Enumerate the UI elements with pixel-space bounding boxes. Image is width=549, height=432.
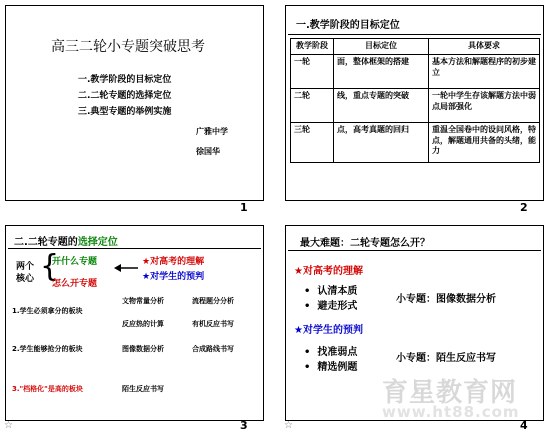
table-header-row	[291, 39, 540, 55]
slide-4-heading-rule	[288, 250, 541, 251]
table-cell: 三轮	[291, 122, 334, 162]
slide-4-bullet-text: 认清本质	[317, 286, 358, 297]
slide-3-bullet-1: 1.学生必须拿分的板块	[12, 307, 83, 315]
table-cell: 面，整体框架的搭建	[334, 54, 429, 88]
slide-4-bullet-text: 避走形式	[317, 301, 358, 312]
slide-1-school: 广雅中学	[196, 127, 228, 136]
table-cell: 一轮	[291, 54, 334, 88]
slide-3-number: 3	[240, 419, 248, 432]
table-header-cell: 教学阶段	[291, 39, 334, 55]
slide-3-topic: 文物常量分析	[122, 297, 164, 305]
slide-3-heading	[14, 233, 118, 248]
slide-4-bullet-1: • 认清本质	[304, 286, 358, 297]
slide-3-heading-suffix: 选择定位	[77, 237, 118, 248]
table-row	[291, 122, 540, 162]
slide-4-bullet-3: • 找准弱点	[304, 347, 358, 358]
left-arrow-icon	[114, 263, 138, 273]
slide-3-topic: 有机反应书写	[192, 320, 234, 328]
watermark-url: www.ht88.com	[382, 403, 520, 421]
slide-4-heading: 最大难题：二轮专题怎么开？	[300, 238, 430, 249]
slide-2[interactable]	[285, 5, 544, 201]
slide-3[interactable]	[5, 225, 264, 421]
table-header-cell: 具体要求	[429, 39, 540, 55]
slide-3-topic: 流程题分分析	[192, 297, 234, 305]
slide-1[interactable]	[5, 5, 264, 201]
slide-3-point-2: ★对学生的预判	[142, 272, 205, 282]
slide-4[interactable]	[285, 225, 544, 421]
table-cell: 二轮	[291, 88, 334, 122]
slide-3-point-1: ★对高考的理解	[142, 257, 205, 267]
table-cell: 线，重点专题的突破	[334, 88, 429, 122]
slide-2-table	[290, 38, 540, 163]
slide-1-item-1: 一.教学阶段的目标定位	[78, 75, 172, 85]
slide-3-bullet-2: 2.学生能够抢分的板块	[12, 345, 83, 353]
slide-4-point-1: ★对高考的理解	[294, 266, 363, 277]
table-cell: 点，高考真题的回归	[334, 122, 429, 162]
slide-3-topic: 陌生反应书写	[122, 385, 164, 393]
slide-4-topic-1: 小专题：图像数据分析	[396, 294, 496, 305]
table-row	[291, 88, 540, 122]
slide-3-bullet-3: 3."档格化"是高的板块	[12, 385, 83, 393]
table-row	[291, 54, 540, 88]
slide-2-heading: 一.教学阶段的目标定位	[296, 20, 400, 31]
table-cell: 一轮中学生存该解题方法中弱点局部强化	[429, 88, 540, 122]
slide-3-choose-2: 怎么开专题	[52, 279, 98, 289]
slide-4-topic-2: 小专题：陌生反应书写	[396, 353, 496, 364]
slide-1-item-2: 二.二轮专题的选择定位	[78, 91, 172, 101]
slide-1-number: 1	[240, 201, 248, 214]
slide-4-number: 4	[520, 419, 528, 432]
table-cell: 基本方法和解题程序的初步建立	[429, 54, 540, 88]
slide-3-topic: 反应热的计算	[122, 320, 164, 328]
slide-3-core-label-2: 核心	[16, 274, 35, 284]
slide-1-title: 高三二轮小专题突破思考	[51, 39, 205, 55]
slide-transition-star-icon[interactable]: ☆	[4, 420, 13, 431]
slide-4-bullet-4: • 精选例题	[304, 362, 358, 373]
brace-icon: {	[40, 249, 60, 284]
table-header-cell: 目标定位	[334, 39, 429, 55]
slide-4-bullet-text: 找准弱点	[317, 347, 358, 358]
slide-transition-star-icon[interactable]: ☆	[284, 420, 293, 431]
table-cell: 重温全国卷中的设问风格，特点，解题通用共备的头绪，能力	[429, 122, 540, 162]
slide-1-item-3: 三.典型专题的举例实施	[78, 107, 172, 117]
slide-3-topic: 合成路线书写	[192, 345, 234, 353]
slide-3-core-label-1: 两个	[16, 262, 35, 272]
slide-3-choose-1: 开什么专题	[52, 257, 98, 267]
slide-4-bullet-2: • 避走形式	[304, 301, 358, 312]
slide-3-topic: 图像数据分析	[122, 345, 164, 353]
watermark-text: 育星教育网	[382, 378, 518, 408]
slide-3-heading-prefix: 二.二轮专题的	[14, 237, 78, 248]
slide-4-point-2: ★对学生的预判	[294, 325, 363, 336]
slide-2-number: 2	[520, 201, 528, 214]
slide-1-author: 徐国华	[196, 147, 220, 156]
slide-4-bullet-text: 精选例题	[317, 362, 358, 373]
slide-2-heading-rule	[288, 34, 541, 35]
